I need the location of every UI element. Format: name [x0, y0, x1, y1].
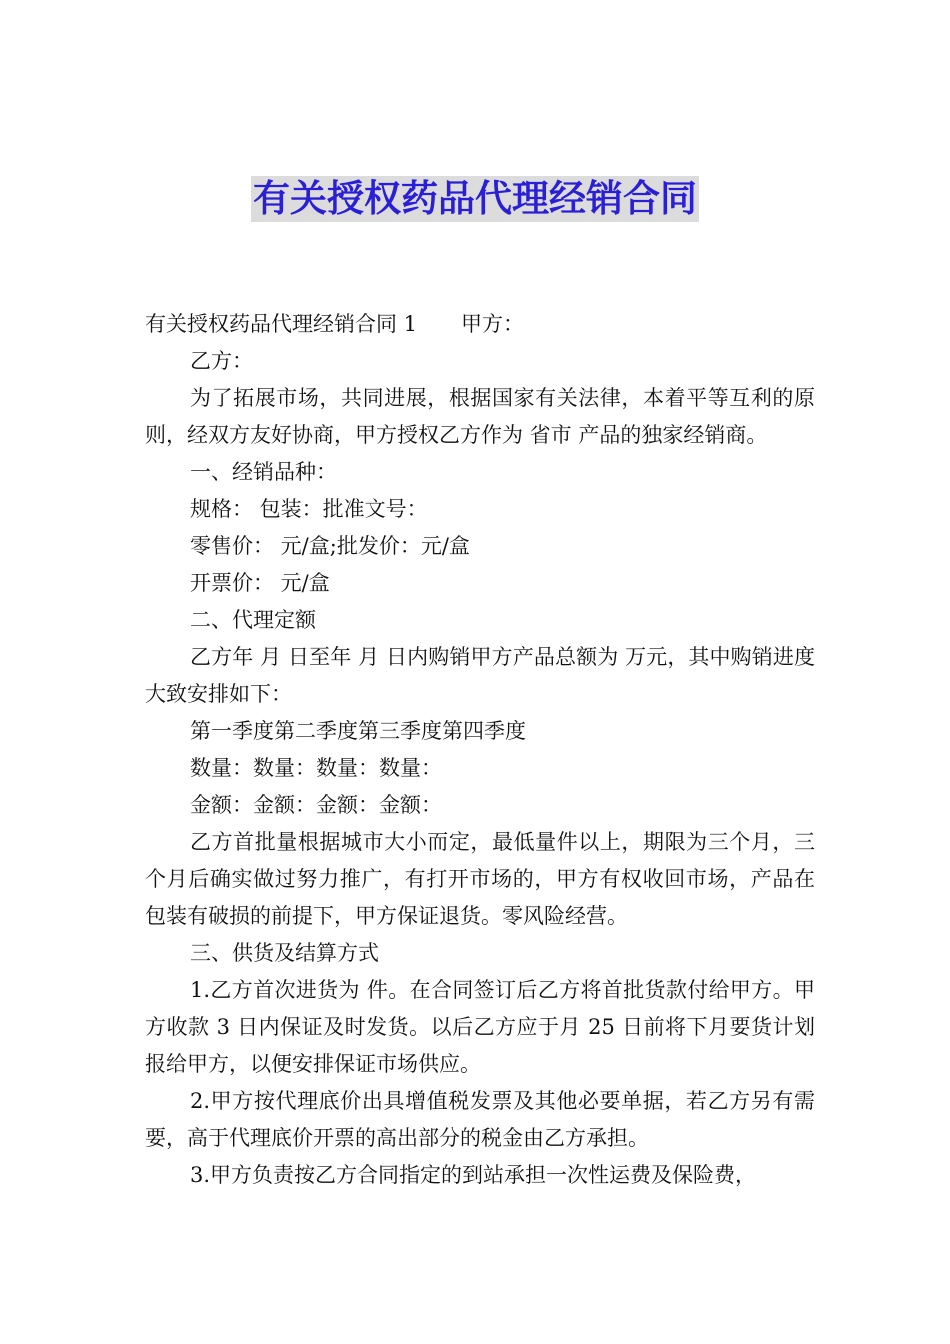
paragraph-party-b: 乙方：	[190, 349, 253, 373]
title-container	[0, 176, 950, 222]
heading-line	[145, 306, 815, 343]
document-body	[145, 306, 815, 1194]
paragraph-intro: 为了拓展市场，共同进展，根据国家有关法律，本着平等互利的原则，经双方友好协商，甲方授权乙方作为 省市 产品的独家经销商。	[145, 386, 815, 447]
paragraph-quantities: 数量：数量：数量：数量：	[190, 756, 442, 780]
paragraph-clause-2: 2.甲方按代理底价出具增值税发票及其他必要单据，若乙方另有需要，高于代理底价开票的高出部分的税金由乙方承担。	[145, 1089, 815, 1150]
party-a-label: 甲方：	[461, 312, 525, 336]
paragraph-clause-3: 3.甲方负责按乙方合同指定的到站承担一次性运费及保险费，	[190, 1163, 757, 1187]
paragraph-quota-total: 乙方年 月 日至年 月 日内购销甲方产品总额为 万元，其中购销进度大致安排如下：	[145, 645, 815, 706]
paragraph-invoice-price: 开票价： 元/盒	[190, 571, 330, 595]
paragraph-first-batch: 乙方首批量根据城市大小而定，最低量件以上，期限为三个月，三个月后确实做过努力推广，有打开市场的，甲方有权收回市场，产品在包装有破损的前提下，甲方保证退货。零风险经营。	[145, 830, 815, 928]
paragraph-clause-1: 1.乙方首次进货为 件。在合同签订后乙方将首批货款付给甲方。甲方收款 3 日内保证及时发货。以后乙方应于月 25 日前将下月要货计划报给甲方，以便安排保证市场供应。	[145, 978, 815, 1076]
document-title: 有关授权药品代理经销合同	[253, 177, 697, 220]
section-heading-products: 一、经销品种：	[190, 460, 337, 484]
paragraph-amounts: 金额：金额：金额：金额：	[190, 793, 442, 817]
paragraph-spec: 规格： 包装：批准文号：	[190, 497, 428, 521]
contract-subtitle: 有关授权药品代理经销合同 1	[145, 312, 418, 336]
section-heading-supply: 三、供货及结算方式	[190, 941, 379, 965]
section-heading-quota: 二、代理定额	[190, 608, 316, 632]
paragraph-quarters: 第一季度第二季度第三季度第四季度	[190, 719, 526, 743]
paragraph-retail-price: 零售价： 元/盒;批发价：元/盒	[190, 534, 470, 558]
